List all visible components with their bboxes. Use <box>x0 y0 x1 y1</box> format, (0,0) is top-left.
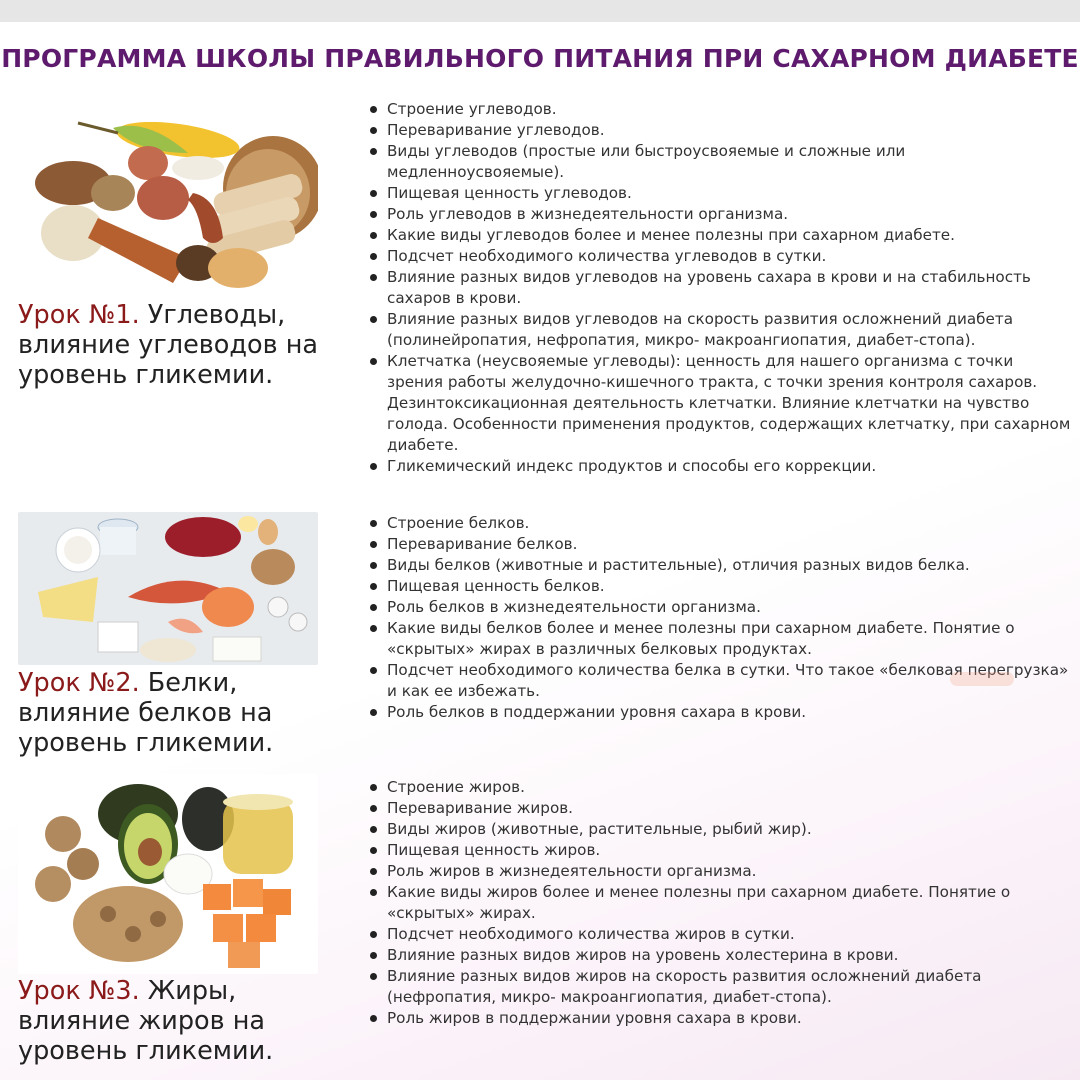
topic-item: Роль жиров в поддержании уровня сахара в крови. <box>366 1008 1072 1029</box>
topic-item: Гликемический индекс продуктов и способы его коррекции. <box>366 456 1072 477</box>
lesson-1-number: Урок №1. <box>18 300 140 330</box>
topic-item: Роль углеводов в жизнедеятельности организма. <box>366 204 1072 225</box>
topic-item: Клетчатка (неусвояемые углеводы): ценность для нашего организма с точки зрения работы желудочно-кишечного тракта, с точки зрения контроля сахаров. Дезинтоксикационная деятельность клетчатки. Влияние клетчатки на чувство голода. Особенности применения продуктов, содержащих клетчатку, при сахарном диабете. <box>366 351 1072 456</box>
topic-item: Влияние разных видов жиров на уровень холестерина в крови. <box>366 945 1072 966</box>
topic-item: Влияние разных видов углеводов на уровень сахара в крови и на стабильность сахаров в крови. <box>366 267 1072 309</box>
lesson-2-topics <box>366 513 1072 723</box>
protein-foods-image <box>18 512 318 665</box>
page-title: ПРОГРАММА ШКОЛЫ ПРАВИЛЬНОГО ПИТАНИЯ ПРИ САХАРНОМ ДИАБЕТЕ <box>1 44 1079 73</box>
lesson-3-caption <box>18 976 338 1066</box>
lesson-3-name: Жиры, влияние жиров на уровень гликемии. <box>18 976 274 1066</box>
topic-item: Подсчет необходимого количества белка в сутки. Что такое «белковая перегрузка» и как ее избежать. <box>366 660 1072 702</box>
lesson-2-number: Урок №2. <box>18 668 140 698</box>
topic-item: Переваривание жиров. <box>366 798 1072 819</box>
topic-item: Роль белков в жизнедеятельности организма. <box>366 597 1072 618</box>
topic-item: Подсчет необходимого количества жиров в сутки. <box>366 924 1072 945</box>
topic-item: Какие виды белков более и менее полезны при сахарном диабете. Понятие о «скрытых» жирах в различных белковых продуктах. <box>366 618 1072 660</box>
topic-item: Переваривание белков. <box>366 534 1072 555</box>
topic-item: Пищевая ценность углеводов. <box>366 183 1072 204</box>
lesson-3-number: Урок №3. <box>18 976 140 1006</box>
topic-item: Строение жиров. <box>366 777 1072 798</box>
topic-item: Какие виды углеводов более и менее полезны при сахарном диабете. <box>366 225 1072 246</box>
carbohydrate-foods-image <box>18 98 318 298</box>
topic-item: Виды углеводов (простые или быстроусвояемые и сложные или медленноусвояемые). <box>366 141 1072 183</box>
topic-item: Влияние разных видов углеводов на скорость развития осложнений диабета (полинейропатия, нефропатия, микро- макроангиопатия, диабет-стопа). <box>366 309 1072 351</box>
topic-item: Переваривание углеводов. <box>366 120 1072 141</box>
lesson-3-topics <box>366 777 1072 1029</box>
topic-item: Пищевая ценность белков. <box>366 576 1072 597</box>
topic-item: Какие виды жиров более и менее полезны при сахарном диабете. Понятие о «скрытых» жирах. <box>366 882 1072 924</box>
topic-item: Пищевая ценность жиров. <box>366 840 1072 861</box>
topic-item: Роль белков в поддержании уровня сахара в крови. <box>366 702 1072 723</box>
lesson-2-name: Белки, влияние белков на уровень гликемии. <box>18 668 274 758</box>
lesson-1-name: Углеводы, влияние углеводов на уровень гликемии. <box>18 300 319 390</box>
topic-item: Влияние разных видов жиров на скорость развития осложнений диабета (нефропатия, микро- макроангиопатия, диабет-стопа). <box>366 966 1072 1008</box>
topic-item: Строение углеводов. <box>366 99 1072 120</box>
topic-item: Виды жиров (животные, растительные, рыбий жир). <box>366 819 1072 840</box>
topic-item: Строение белков. <box>366 513 1072 534</box>
topic-item: Подсчет необходимого количества углеводов в сутки. <box>366 246 1072 267</box>
fat-foods-image <box>18 774 318 974</box>
topic-item: Виды белков (животные и растительные), отличия разных видов белка. <box>366 555 1072 576</box>
lesson-2-caption <box>18 668 338 758</box>
topic-item: Роль жиров в жизнедеятельности организма. <box>366 861 1072 882</box>
lesson-1-topics <box>366 99 1072 477</box>
highlight-mark <box>950 672 1014 686</box>
lesson-1-caption <box>18 300 338 390</box>
top-bar <box>0 0 1080 22</box>
